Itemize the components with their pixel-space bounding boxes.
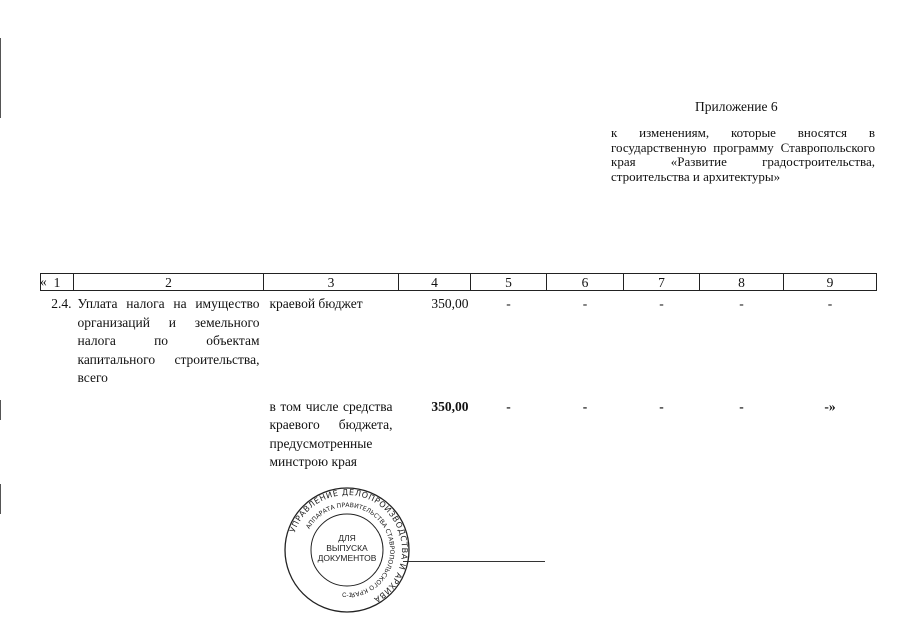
stamp-center-line: ВЫПУСКА [326, 543, 368, 553]
opening-quote: « [40, 274, 47, 289]
stamp-center-line: ДОКУМЕНТОВ [317, 553, 377, 563]
stamp-inner-text: АППАРАТА ПРАВИТЕЛЬСТВА СТАВРОПОЛЬСКОГО КРАЯ [305, 501, 396, 598]
column-number-row [41, 274, 877, 291]
row-name [74, 388, 264, 472]
row-cell: - [739, 296, 744, 311]
page-edge-mark [0, 400, 1, 420]
row-cell: - [659, 398, 664, 414]
page-edge-mark [0, 38, 1, 118]
page-edge-mark [0, 484, 1, 514]
appendix-title: Приложение 6 [695, 99, 778, 114]
row-cell: - [739, 398, 744, 414]
column-header: 8 [700, 274, 784, 291]
row-number: 2.4. [51, 296, 72, 311]
column-header: 5 [471, 274, 547, 291]
column-header: 3 [264, 274, 399, 291]
appendix-note: к изменениям, которые вносятся в государственную программу Ставропольского края «Развитие градостроительства, строительства и архитектуры» [611, 125, 875, 184]
row-cell: - [827, 296, 833, 311]
column-header: 4 [399, 274, 471, 291]
row-source: краевой бюджет [269, 296, 363, 311]
funding-table [40, 273, 876, 472]
stamp-code: С-1 [342, 593, 352, 599]
row-cell: - [582, 296, 588, 311]
row-value: 350,00 [431, 296, 469, 311]
row-cell: -» [824, 398, 836, 414]
row-value: 350,00 [431, 398, 469, 414]
table-row [41, 291, 877, 388]
row-cell: - [506, 398, 511, 414]
stamp-outer-text: УПРАВЛЕНИЕ ДЕЛОПРОИЗВОДСТВА И АРХИВА [288, 487, 410, 605]
row-cell: - [506, 296, 511, 311]
signature-line [403, 561, 545, 562]
row-name: Уплата налога на имущество организаций и земельного налога по объектам капитального строительства, всего [77, 296, 260, 385]
column-header: 7 [624, 274, 700, 291]
row-cell: - [659, 296, 664, 311]
column-header: 1 [41, 274, 74, 291]
document-stamp [283, 486, 411, 614]
column-header: 6 [547, 274, 624, 291]
row-source: в том числе средства краевого бюджета, предусмотренные минстрою края [269, 398, 393, 469]
row-number [41, 388, 74, 472]
table-row [41, 388, 877, 472]
column-header: 2 [74, 274, 264, 291]
row-cell: - [582, 398, 588, 414]
column-header: 9 [784, 274, 877, 291]
stamp-center-line: ДЛЯ [338, 533, 356, 543]
